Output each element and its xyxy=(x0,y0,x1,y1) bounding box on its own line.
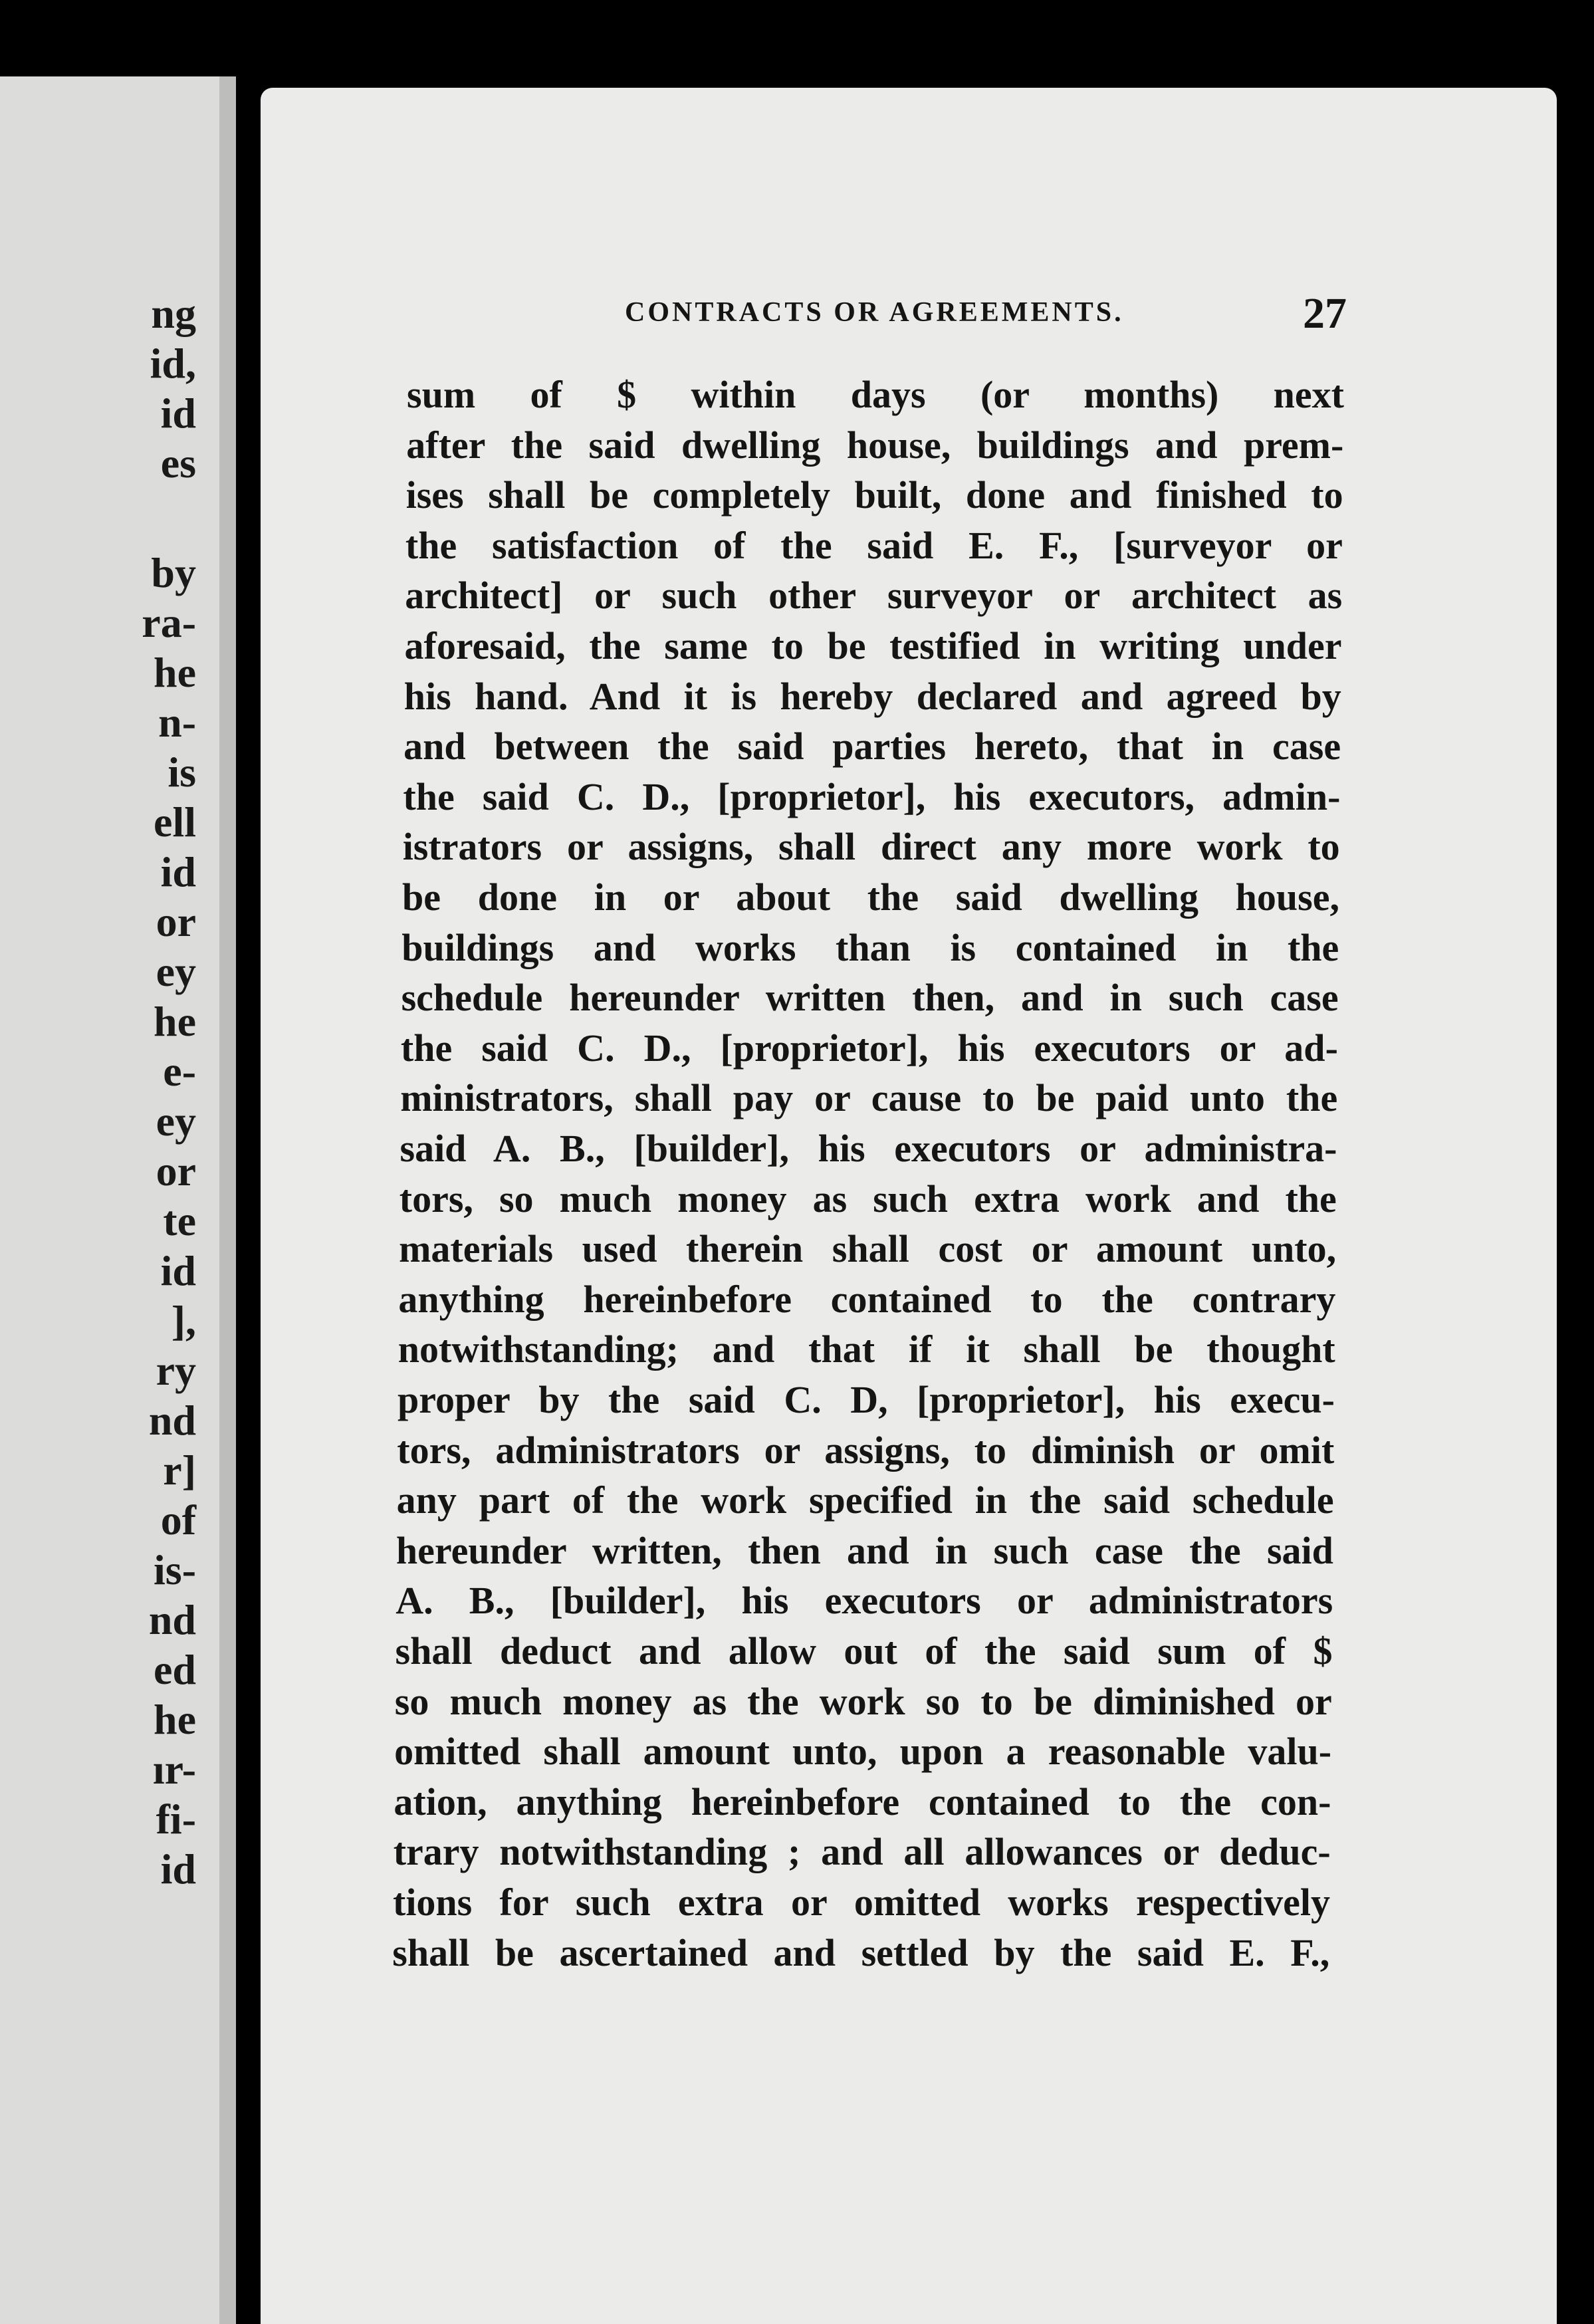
text-line: the satisfaction of the said E. F., [surveyor or xyxy=(405,523,1343,567)
left-page-fragment: ], xyxy=(171,1297,196,1344)
text-line: any part of the work specified in the said schedule xyxy=(396,1478,1334,1522)
text-line: ministrators, shall pay or cause to be paid unto the xyxy=(400,1076,1338,1120)
text-line: architect] or such other surveyor or architect as xyxy=(405,574,1343,618)
left-page-fragment: is- xyxy=(154,1546,196,1593)
text-line: his hand. And it is hereby declared and agreed by xyxy=(403,674,1341,718)
text-line: omitted shall amount unto, upon a reasonable valu- xyxy=(394,1730,1332,1774)
running-head: CONTRACTS OR AGREEMENTS. xyxy=(625,297,1124,328)
text-line: after the said dwelling house, buildings and prem- xyxy=(406,423,1344,467)
left-page xyxy=(0,76,236,2324)
text-line: shall deduct and allow out of the said sum of $ xyxy=(395,1629,1333,1673)
text-line: so much money as the work so to be diminished or xyxy=(394,1679,1332,1723)
text-line: ation, anything hereinbefore contained to the con- xyxy=(394,1780,1331,1823)
page-header xyxy=(0,289,1594,338)
left-page-fragment: ng xyxy=(151,290,196,337)
left-page-fragment: e- xyxy=(163,1048,196,1095)
left-page-fragment: ey xyxy=(156,1098,196,1145)
left-page-fragment: of xyxy=(160,1496,196,1544)
left-page-fragment: ey xyxy=(156,948,196,995)
text-line: materials used therein shall cost or amount unto, xyxy=(399,1227,1337,1271)
text-line: and between the said parties hereto, that in case xyxy=(403,725,1341,768)
text-line: the said C. D., [proprietor], his executors or ad- xyxy=(400,1026,1338,1070)
left-page-fragment: he xyxy=(154,1696,196,1743)
text-line: schedule hereunder written then, and in such case xyxy=(401,976,1339,1020)
text-line: said A. B., [builder], his executors or administra- xyxy=(399,1127,1337,1170)
text-line: ises shall be completely built, done and finished to xyxy=(405,473,1343,517)
left-page-edge xyxy=(219,76,236,2324)
left-page-fragment: fi- xyxy=(156,1796,196,1843)
left-page-fragment: te xyxy=(163,1197,196,1244)
text-line: hereunder written, then and in such case the said xyxy=(396,1528,1333,1572)
left-page-fragment: he xyxy=(154,998,196,1045)
left-page-fragment: ır- xyxy=(152,1746,196,1793)
text-line: sum of $ within days (or months) next xyxy=(407,373,1344,416)
text-line: proper by the said C. D, [proprietor], his execu- xyxy=(398,1378,1335,1421)
text-line: tions for such extra or omitted works respectively xyxy=(393,1881,1330,1924)
left-page-fragment: r] xyxy=(163,1447,196,1494)
page-number: 27 xyxy=(1303,289,1347,338)
text-line: A. B., [builder], his executors or administrators xyxy=(396,1579,1333,1623)
text-line: aforesaid, the same to be testified in writing under xyxy=(404,624,1342,667)
left-page-fragment: or xyxy=(156,1147,196,1195)
text-line: trary notwithstanding ; and all allowances or deduc- xyxy=(393,1830,1331,1874)
left-page-fragment: n- xyxy=(158,699,196,746)
left-page-fragment: es xyxy=(160,439,196,487)
text-line: tors, so much money as such extra work and the xyxy=(399,1177,1337,1220)
left-page-fragment: or xyxy=(156,898,196,945)
left-page-fragment: ed xyxy=(154,1646,196,1693)
text-line: be done in or about the said dwelling house, xyxy=(402,875,1339,919)
text-line: buildings and works than is contained in the xyxy=(401,925,1339,969)
left-page-fragment: by xyxy=(151,549,196,596)
left-page-fragment: ry xyxy=(156,1347,196,1394)
left-page-fragment: nd xyxy=(148,1397,196,1444)
left-page-fragment: id xyxy=(160,1845,196,1893)
left-page-fragment: ell xyxy=(154,798,196,846)
left-page-fragment: id xyxy=(160,848,196,895)
left-page-fragment: nd xyxy=(148,1596,196,1643)
left-page-fragment: he xyxy=(154,649,196,696)
text-line: shall be ascertained and settled by the said E. F., xyxy=(392,1930,1330,1974)
left-page-fragment: id xyxy=(160,390,196,437)
text-line: tors, administrators or assigns, to diminish or omit xyxy=(397,1428,1335,1472)
left-page-fragment: id, xyxy=(150,340,196,387)
left-page-fragment: ra- xyxy=(142,599,196,646)
text-line: the said C. D., [proprietor], his executors, admin- xyxy=(403,774,1341,818)
text-line: notwithstanding; and that if it shall be thought xyxy=(398,1328,1335,1371)
left-page-fragment: is xyxy=(168,749,196,796)
left-page-fragment: id xyxy=(160,1247,196,1294)
text-line: anything hereinbefore contained to the contrary xyxy=(398,1277,1336,1321)
text-line: istrators or assigns, shall direct any more work to xyxy=(402,825,1340,869)
